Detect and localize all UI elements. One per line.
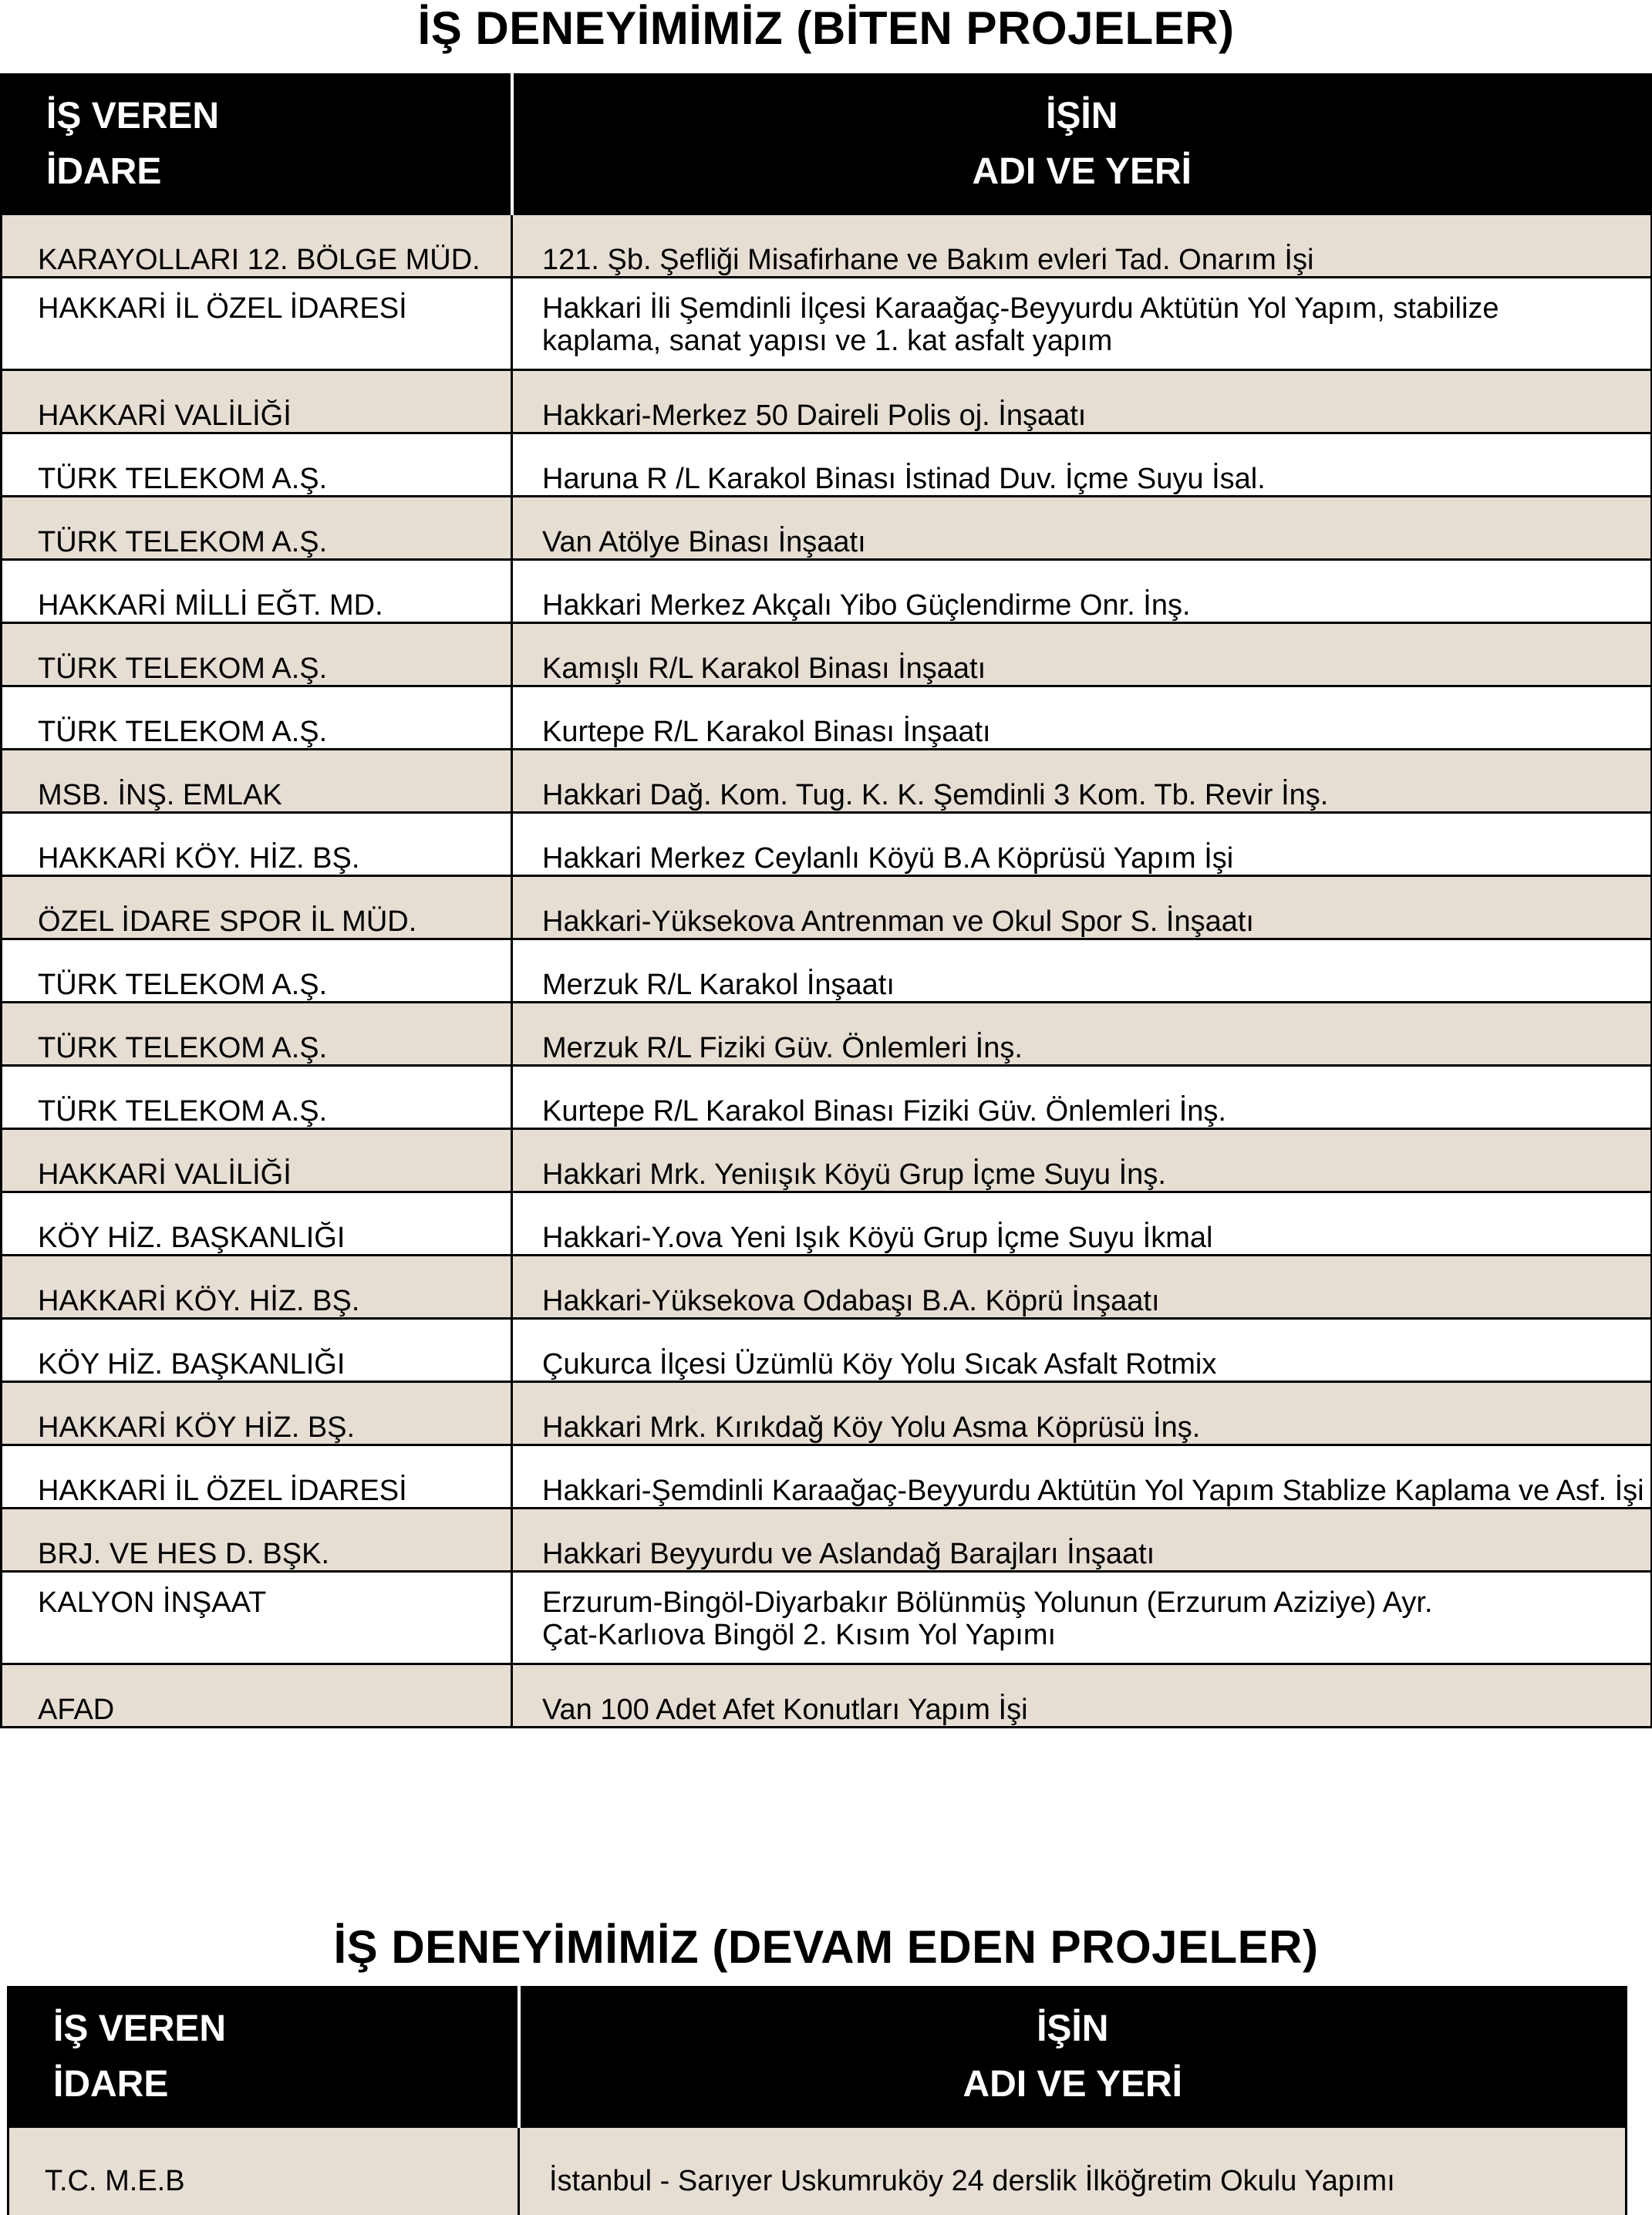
employer-cell: ÖZEL İDARE SPOR İL MÜD.: [2, 876, 512, 939]
work-cell: Van 100 Adet Afet Konutları Yapım İşi: [512, 1664, 1652, 1728]
employer-cell: T.C. M.E.B: [8, 2127, 519, 2215]
table-row: [2, 1509, 1652, 1572]
employer-cell: TÜRK TELEKOM A.Ş.: [2, 686, 512, 750]
work-cell: İstanbul - Sarıyer Uskumruköy 24 derslik İlköğretim Okulu Yapımı: [519, 2127, 1627, 2215]
header-line: İŞ VEREN: [53, 2008, 227, 2049]
completed-projects-title: İŞ DENEYİMİMİZ (BİTEN PROJELER): [417, 2, 1235, 54]
employer-cell: TÜRK TELEKOM A.Ş.: [2, 1066, 512, 1129]
table-row: [2, 497, 1652, 560]
table-row: [2, 1129, 1652, 1192]
header-line: İDARE: [46, 151, 162, 192]
work-cell: Kurtepe R/L Karakol Binası İnşaatı: [512, 686, 1652, 750]
work-line: Hakkari İli Şemdinli İlçesi Karaağaç-Beyyurdu Aktütün Yol Yapım, stabilize: [542, 292, 1499, 325]
employer-column-header: [2, 75, 512, 214]
work-cell: Van Atölye Binası İnşaatı: [512, 497, 1652, 560]
work-line: Çat-Karlıova Bingöl 2. Kısım Yol Yapımı: [542, 1619, 1057, 1651]
ongoing-projects-table: [7, 1986, 1627, 2215]
table-row: [2, 939, 1652, 1003]
employer-cell: HAKKARİ İL ÖZEL İDARESİ: [2, 1445, 512, 1509]
work-cell: Hakkari Mrk. Yeniışık Köyü Grup İçme Suyu İnş.: [512, 1129, 1652, 1192]
work-cell: Haruna R /L Karakol Binası İstinad Duv. İçme Suyu İsal.: [512, 433, 1652, 497]
completed-projects-table: [0, 73, 1652, 1728]
work-cell: Kamışlı R/L Karakol Binası İnşaatı: [512, 623, 1652, 686]
table-row: [2, 1664, 1652, 1728]
table-row: [2, 370, 1652, 433]
work-cell: Hakkari-Y.ova Yeni Işık Köyü Grup İçme Suyu İkmal: [512, 1192, 1652, 1256]
work-cell: Merzuk R/L Karakol İnşaatı: [512, 939, 1652, 1003]
employer-cell: TÜRK TELEKOM A.Ş.: [2, 497, 512, 560]
work-cell: Hakkari Mrk. Kırıkdağ Köy Yolu Asma Köprüsü İnş.: [512, 1382, 1652, 1445]
employer-cell: KALYON İNŞAAT: [2, 1572, 512, 1664]
work-cell: Hakkari Beyyurdu ve Aslandağ Barajları İnşaatı: [512, 1509, 1652, 1572]
work-cell: 121. Şb. Şefliği Misafirhane ve Bakım evleri Tad. Onarım İşi: [512, 214, 1652, 278]
employer-cell: HAKKARİ MİLLİ EĞT. MD.: [2, 560, 512, 623]
header-line: İŞ VEREN: [46, 96, 220, 137]
employer-cell: TÜRK TELEKOM A.Ş.: [2, 433, 512, 497]
table-row: [2, 1256, 1652, 1319]
employer-cell: KARAYOLLARI 12. BÖLGE MÜD.: [2, 214, 512, 278]
employer-cell: BRJ. VE HES D. BŞK.: [2, 1509, 512, 1572]
work-cell: Kurtepe R/L Karakol Binası Fiziki Güv. Önlemleri İnş.: [512, 1066, 1652, 1129]
table-header-row: [8, 1987, 1627, 2127]
employer-cell: KÖY HİZ. BAŞKANLIĞI: [2, 1192, 512, 1256]
work-cell: Merzuk R/L Fiziki Güv. Önlemleri İnş.: [512, 1003, 1652, 1066]
table-row: [2, 1319, 1652, 1382]
table-row: [8, 2127, 1627, 2215]
employer-cell: HAKKARİ KÖY HİZ. BŞ.: [2, 1382, 512, 1445]
work-column-header: [512, 75, 1652, 214]
work-cell: Hakkari Dağ. Kom. Tug. K. K. Şemdinli 3 Kom. Tb. Revir İnş.: [512, 750, 1652, 813]
work-column-header: [519, 1987, 1627, 2127]
work-cell: Hakkari-Şemdinli Karaağaç-Beyyurdu Aktütün Yol Yapım Stablize Kaplama ve Asf. İşi: [512, 1445, 1652, 1509]
table-row: [2, 1445, 1652, 1509]
table-row: [2, 686, 1652, 750]
work-cell: Hakkari-Yüksekova Antrenman ve Okul Spor S. İnşaatı: [512, 876, 1652, 939]
header-line: ADI VE YERİ: [963, 2064, 1183, 2105]
employer-cell: AFAD: [2, 1664, 512, 1728]
employer-cell: HAKKARİ İL ÖZEL İDARESİ: [2, 278, 512, 370]
employer-cell: TÜRK TELEKOM A.Ş.: [2, 623, 512, 686]
header-line: İDARE: [53, 2064, 169, 2105]
header-line: ADI VE YERİ: [972, 151, 1192, 192]
table-row: [2, 813, 1652, 876]
table-row: [2, 1382, 1652, 1445]
table-row: [2, 1003, 1652, 1066]
table-row: [2, 278, 1652, 370]
employer-column-header: [8, 1987, 519, 2127]
employer-cell: HAKKARİ KÖY. HİZ. BŞ.: [2, 1256, 512, 1319]
work-cell: [512, 278, 1652, 370]
work-line: kaplama, sanat yapısı ve 1. kat asfalt yapım: [542, 325, 1113, 357]
ongoing-projects-title: İŞ DENEYİMİMİZ (DEVAM EDEN PROJELER): [333, 1921, 1319, 1973]
work-line: Erzurum-Bingöl-Diyarbakır Bölünmüş Yolunun (Erzurum Aziziye) Ayr.: [542, 1586, 1433, 1619]
table-row: [2, 876, 1652, 939]
header-line: İŞİN: [1037, 2008, 1109, 2049]
table-row: [2, 1192, 1652, 1256]
table-row: [2, 623, 1652, 686]
table-header-row: [2, 75, 1652, 214]
employer-cell: HAKKARİ KÖY. HİZ. BŞ.: [2, 813, 512, 876]
employer-cell: HAKKARİ VALİLİĞİ: [2, 370, 512, 433]
table-row: [2, 750, 1652, 813]
employer-cell: TÜRK TELEKOM A.Ş.: [2, 939, 512, 1003]
table-row: [2, 1066, 1652, 1129]
employer-cell: KÖY HİZ. BAŞKANLIĞI: [2, 1319, 512, 1382]
employer-cell: MSB. İNŞ. EMLAK: [2, 750, 512, 813]
table-row: [2, 1572, 1652, 1664]
table-row: [2, 214, 1652, 278]
work-cell: [512, 1572, 1652, 1664]
work-cell: Hakkari-Yüksekova Odabaşı B.A. Köprü İnşaatı: [512, 1256, 1652, 1319]
work-cell: Hakkari Merkez Ceylanlı Köyü B.A Köprüsü Yapım İşi: [512, 813, 1652, 876]
work-cell: Çukurca İlçesi Üzümlü Köy Yolu Sıcak Asfalt Rotmix: [512, 1319, 1652, 1382]
header-line: İŞİN: [1046, 96, 1118, 137]
employer-cell: HAKKARİ VALİLİĞİ: [2, 1129, 512, 1192]
employer-cell: TÜRK TELEKOM A.Ş.: [2, 1003, 512, 1066]
table-row: [2, 560, 1652, 623]
work-cell: Hakkari Merkez Akçalı Yibo Güçlendirme Onr. İnş.: [512, 560, 1652, 623]
table-row: [2, 433, 1652, 497]
work-cell: Hakkari-Merkez 50 Daireli Polis oj. İnşaatı: [512, 370, 1652, 433]
